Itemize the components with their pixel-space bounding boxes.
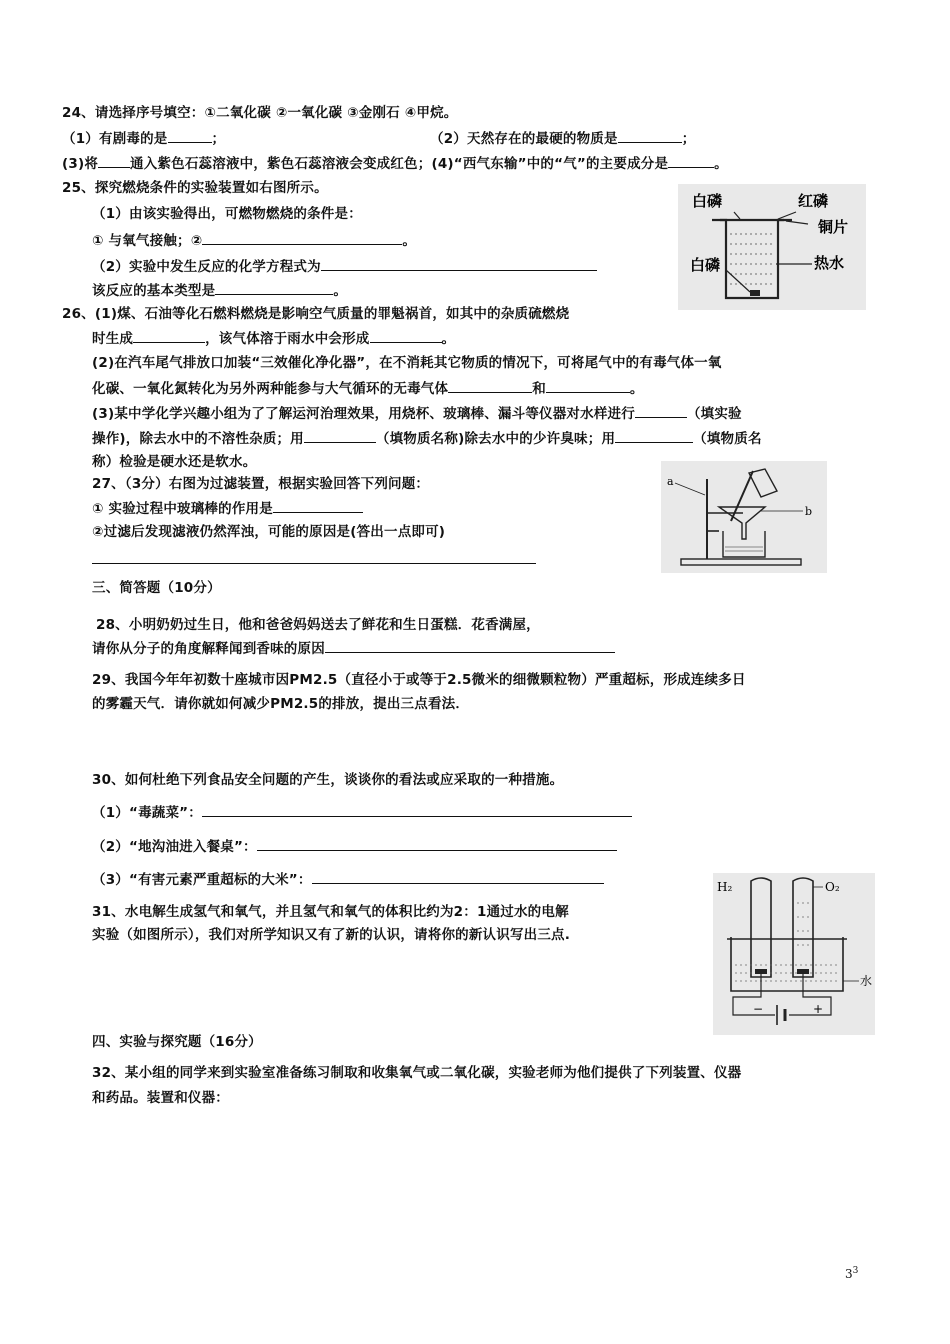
q27-part1 xyxy=(92,498,363,519)
q24-part3-end: 。 xyxy=(714,156,728,172)
q30-part1 xyxy=(92,802,632,823)
q24-answer-1[interactable] xyxy=(168,128,212,143)
q26-line6-end: （填物质名 xyxy=(693,431,762,447)
q28-line2-label: 请你从分子的角度解释闻到香味的原因 xyxy=(92,641,325,657)
q24-answer-4[interactable] xyxy=(668,153,714,168)
q27-part2: ②过滤后发现滤液仍然浑浊，可能的原因是(答出一点即可) xyxy=(92,524,446,540)
q31-line2: 实验（如图所示），我们对所学知识又有了新的认识，请将你的新认识写出三点. xyxy=(92,927,571,943)
q24-line3 xyxy=(62,153,728,174)
q25-part3-end: 。 xyxy=(333,283,348,299)
q28-line2 xyxy=(92,638,615,659)
filtration-apparatus-figure xyxy=(661,461,827,573)
q26-answer-2[interactable] xyxy=(370,328,442,343)
page-number-main: 3 xyxy=(845,1267,853,1281)
q30-answer-1[interactable] xyxy=(202,802,632,817)
q26-answer-4[interactable] xyxy=(546,378,630,393)
q30-answer-3[interactable] xyxy=(312,869,604,884)
q26-line4 xyxy=(92,378,644,399)
q26-answer-3[interactable] xyxy=(448,378,532,393)
q26-answer-7[interactable] xyxy=(615,428,693,443)
q26-line7: 称）检验是硬水还是软水。 xyxy=(92,454,257,470)
q28-answer[interactable] xyxy=(325,638,615,653)
q24-part2 xyxy=(430,128,695,149)
q28-line1: 28、小明奶奶过生日，他和爸爸妈妈送去了鲜花和生日蛋糕．花香满屋， xyxy=(96,617,540,633)
electrolysis-apparatus-figure xyxy=(713,873,875,1035)
q26-answer-6[interactable] xyxy=(304,428,376,443)
q25-part3-label: 该反应的基本类型是 xyxy=(92,283,216,299)
page-number xyxy=(845,1266,858,1281)
q30-answer-2[interactable] xyxy=(257,836,617,851)
q25-part1: （1）由该实验得出，可燃物燃烧的条件是： xyxy=(92,206,362,222)
q25-part1a-label: ① 与氧气接触；② xyxy=(92,233,203,249)
q24-line2 xyxy=(62,128,225,149)
q27-answer-2[interactable] xyxy=(92,563,536,564)
q26-line4-and: 和 xyxy=(532,381,546,397)
q26-line5 xyxy=(92,403,742,424)
q30-part3-label: （3）“有害元素严重超标的大米”： xyxy=(92,872,312,888)
section-4-title: 四、实验与探究题（16分） xyxy=(92,1034,262,1050)
q26-line6-text: （填物质名称)除去水中的少许臭味；用 xyxy=(375,431,616,447)
q25-part1a-end: 。 xyxy=(402,233,417,249)
q30-part2-label: （2）“地沟油进入餐桌”： xyxy=(92,839,257,855)
section-3-title: 三、简答题（10分） xyxy=(92,580,221,596)
q26-line4-end: 。 xyxy=(629,381,644,397)
q24-part2-label: （2）天然存在的最硬的物质是 xyxy=(430,131,618,147)
q26-line4-label: 化碳、一氧化氮转化为另外两种能参与大气循环的无毒气体 xyxy=(92,381,449,397)
q29-line1: 29、我国今年年初数十座城市因PM2.5（直径小于或等于2.5微米的细微颗粒物）严重超标，形成连续多日 xyxy=(92,672,746,688)
q25-answer-1[interactable] xyxy=(202,230,402,245)
q30-part3 xyxy=(92,869,604,890)
q26-line3: (2)在汽车尾气排放口加装“三效催化净化器”，在不消耗其它物质的情况下，可将尾气中的有毒气体一氧 xyxy=(92,355,722,371)
q26-line6 xyxy=(92,428,762,449)
q24-part3-label: (3)将 xyxy=(62,156,99,172)
q27-stem: 27、（3分）右图为过滤装置，根据实验回答下列问题： xyxy=(92,476,430,492)
q24-part1-label: （1）有剧毒的是 xyxy=(62,131,168,147)
q26-answer-5[interactable] xyxy=(635,403,687,418)
q25-stem: 25、探究燃烧条件的实验装置如右图所示。 xyxy=(62,180,328,196)
q32-line1: 32、某小组的同学来到实验室准备练习制取和收集氧气或二氧化碳，实验老师为他们提供了下列装置、仪器 xyxy=(92,1065,742,1081)
q30-part1-label: （1）“毒蔬菜”： xyxy=(92,805,202,821)
figure-label-h2: H₂ xyxy=(717,880,733,894)
q26-line2-text: ，该气体溶于雨水中会形成 xyxy=(205,331,370,347)
q31-line1: 31、水电解生成氢气和氧气，并且氢气和氧气的体积比约为2：1通过水的电解 xyxy=(92,904,569,920)
q26-line6-label: 操作)，除去水中的不溶性杂质；用 xyxy=(92,431,304,447)
q26-line2-label: 时生成 xyxy=(92,331,134,347)
page-number-sup: 3 xyxy=(852,1266,859,1276)
q24-part3-text: 通入紫色石蕊溶液中，紫色石蕊溶液会变成红色；(4)“西气东输”中的“气”的主要成分是 xyxy=(130,156,669,172)
figure-label-negative: − xyxy=(753,1002,764,1016)
q24-part2-end: ； xyxy=(681,131,696,147)
figure-label-a: a xyxy=(667,475,674,488)
q30-stem: 30、如何杜绝下列食品安全问题的产生，谈谈你的看法或应采取的一种措施。 xyxy=(92,772,564,788)
figure-label-white-phosphorus-top: 白磷 xyxy=(692,192,723,210)
q26-line2 xyxy=(92,328,455,349)
q25-answer-3[interactable] xyxy=(215,280,333,295)
q26-line5-label: (3)某中学化学兴趣小组为了了解运河治理效果，用烧杯、玻璃棒、漏斗等仪器对水样进行 xyxy=(92,406,635,422)
q25-answer-2[interactable] xyxy=(321,256,597,271)
figure-label-o2: O₂ xyxy=(825,880,840,894)
q27-part1-label: ① 实验过程中玻璃棒的作用是 xyxy=(92,501,273,517)
q32-line2: 和药品。装置和仪器： xyxy=(92,1090,229,1106)
q24-part1-end: ； xyxy=(211,131,226,147)
q25-part1a xyxy=(92,230,416,251)
q30-part2 xyxy=(92,836,617,857)
q29-line2: 的雾霾天气．请你就如何减少PM2.5的排放，提出三点看法． xyxy=(92,696,470,712)
figure-label-red-phosphorus: 红磷 xyxy=(798,192,829,210)
figure-label-positive: + xyxy=(813,1002,824,1016)
q26-line5-text: （填实验 xyxy=(686,406,742,422)
q26-line1: 26、(1)煤、石油等化石燃料燃烧是影响空气质量的罪魁祸首，如其中的杂质硫燃烧 xyxy=(62,306,570,322)
q26-line2-end: 。 xyxy=(441,331,456,347)
q26-answer-1[interactable] xyxy=(133,328,205,343)
combustion-apparatus-figure xyxy=(678,184,866,310)
figure-label-water: 水 xyxy=(860,974,873,988)
q25-part2 xyxy=(92,256,597,277)
q25-part2-label: （2）实验中发生反应的化学方程式为 xyxy=(92,259,321,275)
q24-answer-3[interactable] xyxy=(98,153,130,168)
figure-label-hot-water: 热水 xyxy=(814,254,845,272)
q25-part3 xyxy=(92,280,347,301)
q24-answer-2[interactable] xyxy=(618,128,682,143)
q27-answer-1[interactable] xyxy=(273,498,363,513)
figure-label-b: b xyxy=(805,505,813,518)
figure-label-white-phosphorus-bottom: 白磷 xyxy=(690,256,721,274)
q24-stem: 24、请选择序号填空：①二氧化碳 ②一氧化碳 ③金刚石 ④甲烷。 xyxy=(62,105,458,121)
figure-label-copper-plate: 铜片 xyxy=(818,218,849,236)
